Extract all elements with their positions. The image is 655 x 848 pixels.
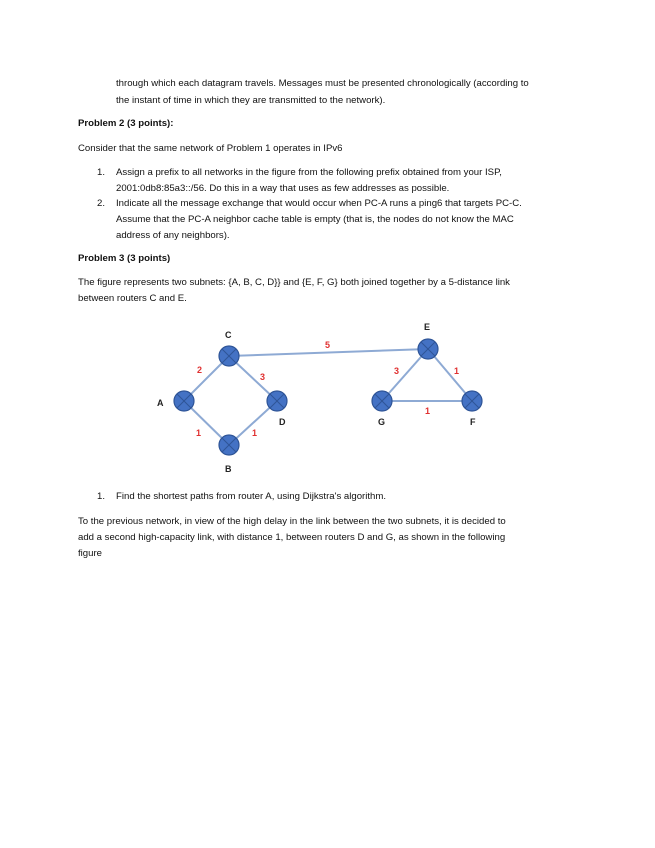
- weight-a-c: 2: [197, 365, 203, 375]
- problem3-intro-line1: The figure represents two subnets: {A, B, C, D}} and {E, F, G} both joined together by a 5-distance link: [78, 277, 510, 288]
- problem2-item2-line2: Assume that the PC-A neighbor cache table is empty (that is, the nodes do not know the MAC: [116, 214, 514, 225]
- router-g-icon: [372, 391, 392, 411]
- continued-paragraph-line2: the instant of time in which they are transmitted to the network).: [116, 95, 386, 106]
- weight-c-d: 3: [260, 372, 266, 382]
- router-c-icon: [219, 346, 239, 366]
- problem2-item2-line3: address of any neighbors).: [116, 230, 230, 241]
- weight-c-e: 5: [325, 340, 331, 350]
- weight-e-g: 3: [394, 366, 400, 376]
- node-label-g: G: [378, 417, 386, 427]
- problem2-item1-line2: 2001:0db8:85a3::/56. Do this in a way that uses as few addresses as possible.: [116, 183, 450, 194]
- node-label-b: B: [225, 464, 232, 474]
- problem3-title: Problem 3 (3 points): [78, 253, 171, 264]
- problem2-intro: Consider that the same network of Problem 1 operates in IPv6: [78, 143, 343, 154]
- problem3-followup-line3: figure: [78, 548, 102, 559]
- problem3-followup-line2: add a second high-capacity link, with distance 1, between routers D and G, as shown in the following: [78, 532, 506, 543]
- problem3-question: Find the shortest paths from router A, using Dijkstra's algorithm.: [116, 491, 387, 502]
- weight-e-f: 1: [454, 366, 460, 376]
- problem2-item2-line1: Indicate all the message exchange that would occur when PC-A runs a ping6 that targets PC-C.: [116, 198, 522, 209]
- continued-paragraph-line1: through which each datagram travels. Messages must be presented chronologically (according to: [116, 78, 529, 89]
- router-a-icon: [174, 391, 194, 411]
- problem2-item1-line1: Assign a prefix to all networks in the figure from the following prefix obtained from your ISP,: [116, 167, 502, 178]
- weight-g-f: 1: [425, 406, 431, 416]
- problem3-intro-line2: between routers C and E.: [78, 293, 187, 304]
- problem2-item2-number: 2.: [97, 198, 106, 209]
- node-label-a: A: [157, 398, 164, 408]
- node-label-d: D: [279, 417, 286, 427]
- router-d-icon: [267, 391, 287, 411]
- problem2-title: Problem 2 (3 points):: [78, 118, 174, 129]
- router-b-icon: [219, 435, 239, 455]
- router-f-icon: [462, 391, 482, 411]
- problem3-question-number: 1.: [97, 491, 106, 502]
- router-e-icon: [418, 339, 438, 359]
- edge-c-e: [229, 349, 428, 356]
- weight-b-d: 1: [252, 428, 258, 438]
- node-label-e: E: [424, 322, 431, 332]
- node-label-f: F: [470, 417, 476, 427]
- weight-a-b: 1: [196, 428, 202, 438]
- problem3-followup-line1: To the previous network, in view of the high delay in the link between the two subnets, it is decided to: [78, 516, 506, 527]
- problem2-item1-number: 1.: [97, 167, 106, 178]
- node-label-c: C: [225, 330, 232, 340]
